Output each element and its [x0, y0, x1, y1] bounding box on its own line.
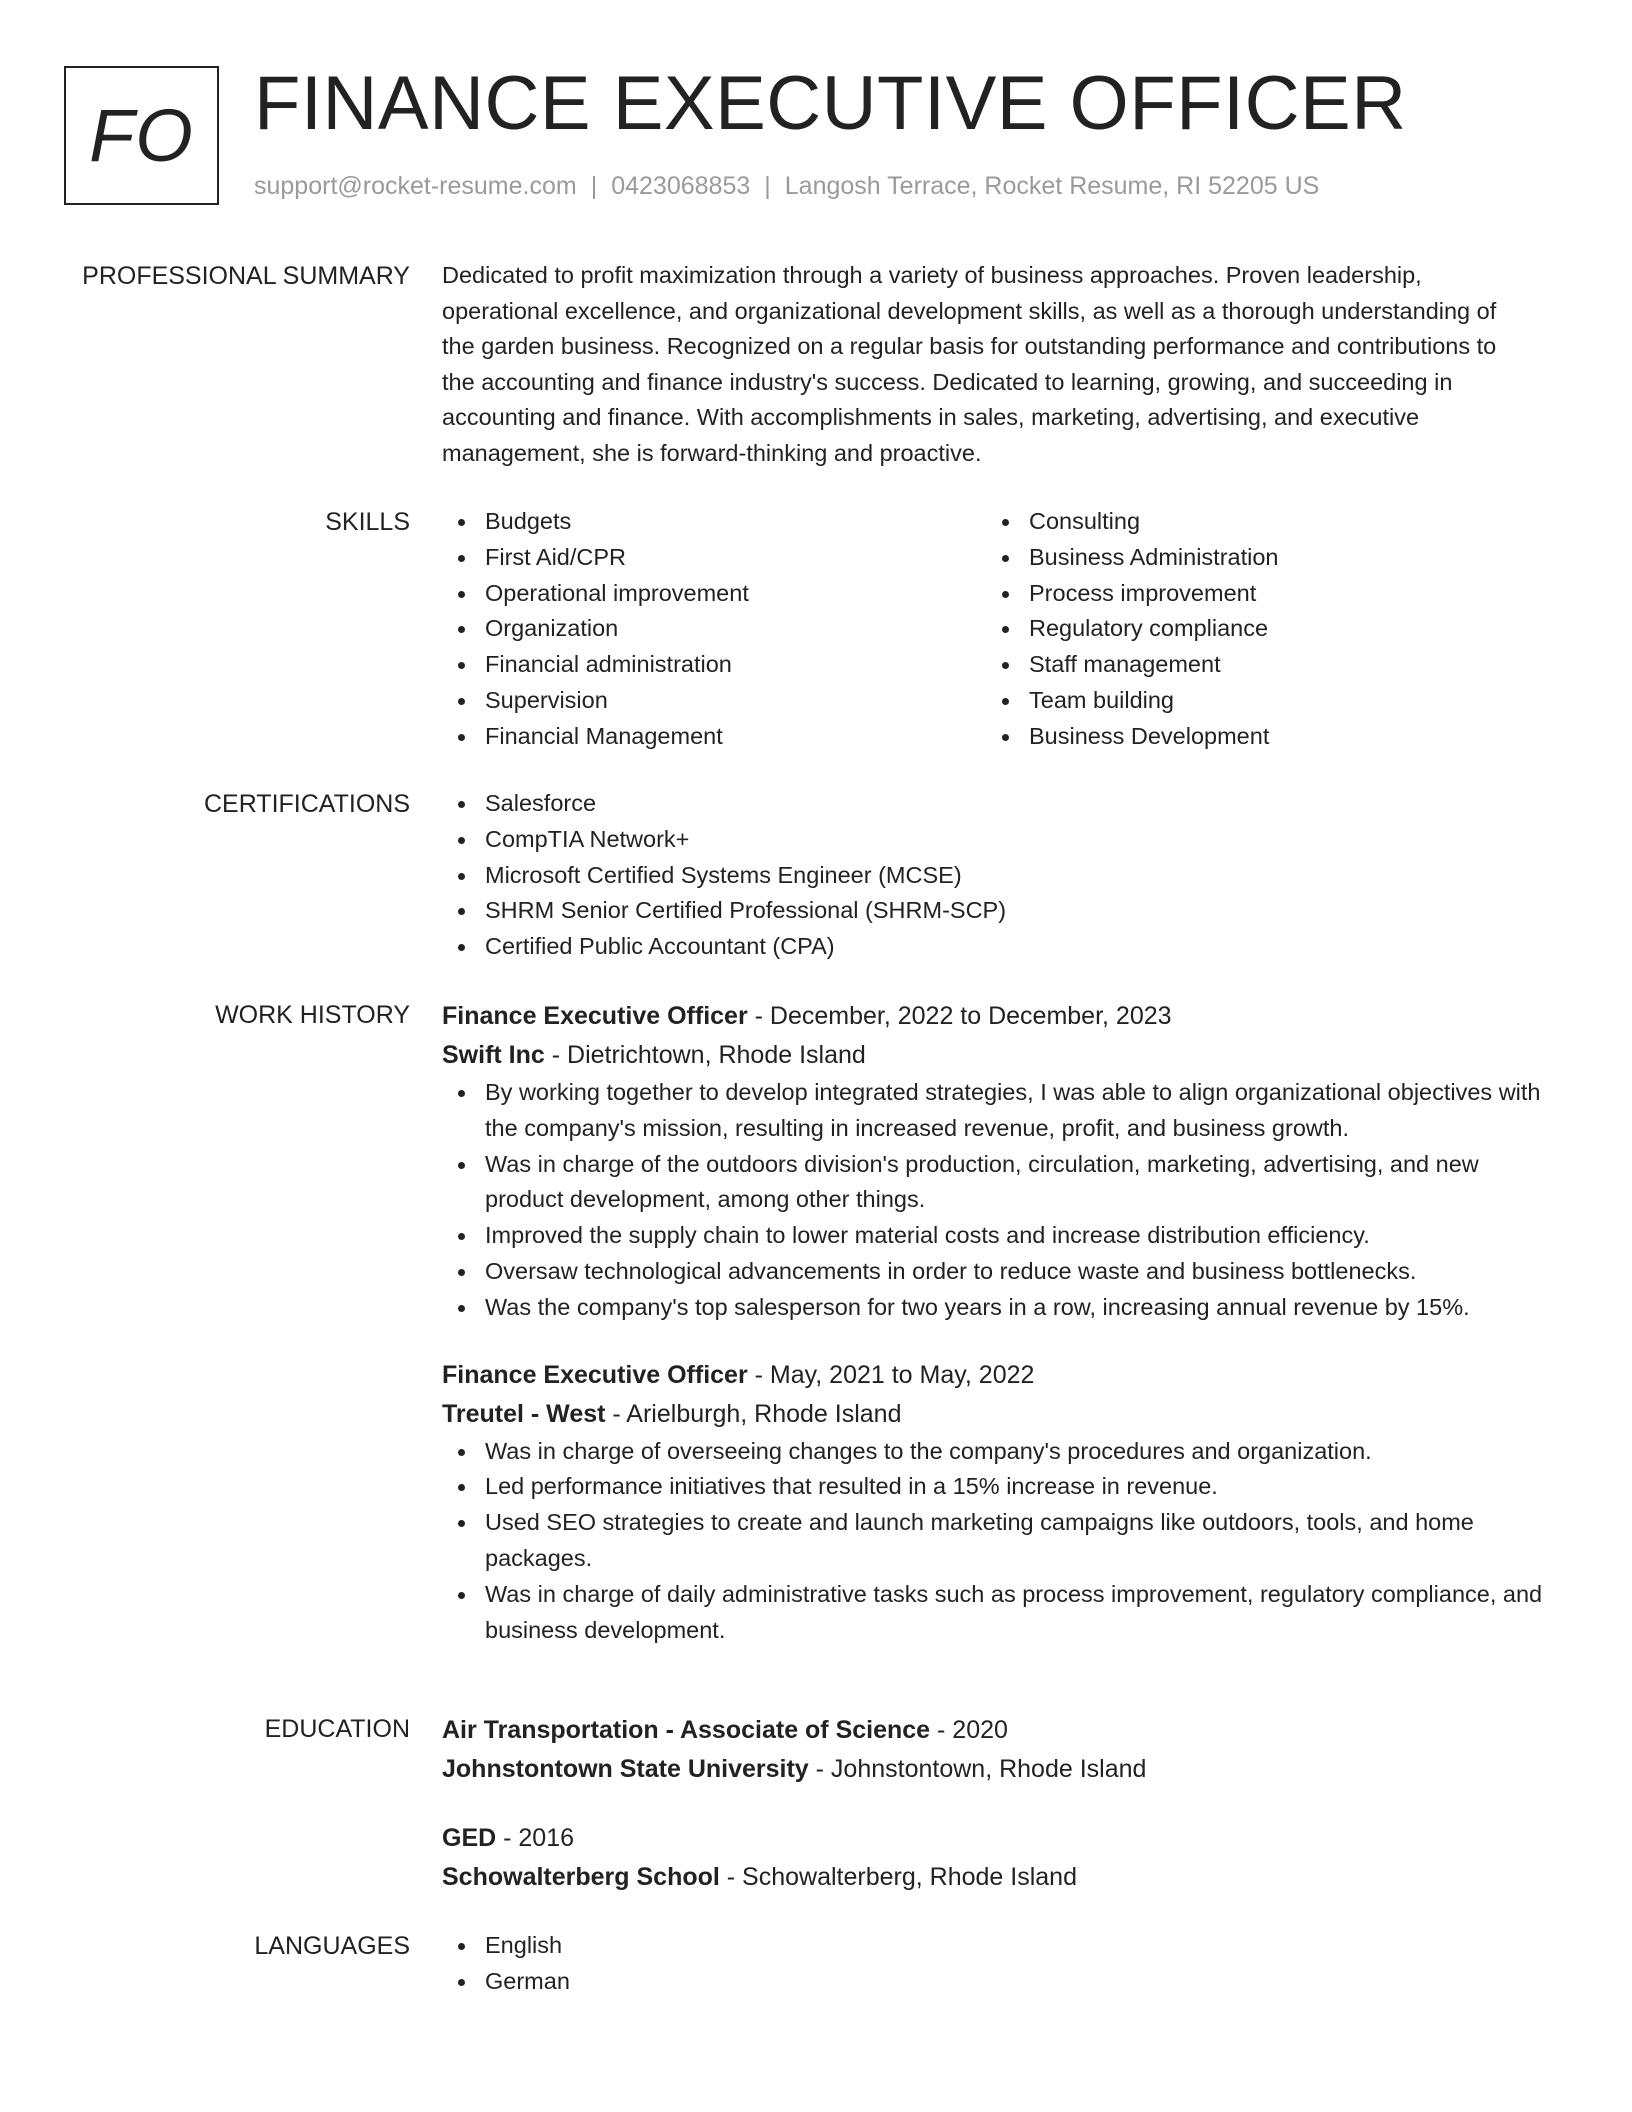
- job-bullet: Used SEO strategies to create and launch marketing campaigns like outdoors, tools, and home packages.: [442, 1505, 1562, 1577]
- skill-item: Regulatory compliance: [986, 611, 1278, 647]
- education-body: [442, 1711, 1562, 1897]
- job-role: Finance Executive Officer: [442, 1002, 748, 1030]
- education-school-line: [442, 1858, 1562, 1897]
- contact-separator: |: [764, 172, 771, 200]
- skill-item: Financial administration: [442, 647, 749, 683]
- job-entry: [442, 997, 1562, 1326]
- skill-item: Organization: [442, 611, 749, 647]
- education-year: - 2020: [930, 1716, 1008, 1744]
- job-bullet-list: [442, 1075, 1562, 1326]
- skills-body: [442, 504, 1562, 756]
- certification-item: Certified Public Accountant (CPA): [442, 929, 1562, 965]
- monogram-box: [64, 66, 219, 205]
- job-bullet: Improved the supply chain to lower material costs and increase distribution efficiency.: [442, 1218, 1562, 1254]
- certification-item: CompTIA Network+: [442, 822, 1562, 858]
- job-bullet: Led performance initiatives that resulted in a 15% increase in revenue.: [442, 1469, 1562, 1505]
- skill-item: Business Administration: [986, 540, 1278, 576]
- summary-line: accounting and finance. With accomplishments in sales, marketing, advertising, and executive: [442, 404, 1420, 431]
- skill-item: Budgets: [442, 504, 749, 540]
- summary-line: Dedicated to profit maximization through a variety of business approaches. Proven leadership,: [442, 262, 1422, 288]
- work-history-body: [442, 997, 1562, 1648]
- languages-body: [442, 1928, 1562, 2000]
- education-year: - 2016: [496, 1824, 575, 1852]
- monogram-initials: FO: [89, 94, 194, 177]
- summary-line: the garden business. Recognized on a regular basis for outstanding performance and contributions to: [442, 333, 1497, 360]
- skills-list-left: [442, 504, 749, 755]
- job-dates: - December, 2022 to December, 2023: [747, 1002, 1172, 1030]
- education-degree-line: [442, 1819, 1562, 1858]
- skill-item: Process improvement: [986, 576, 1278, 612]
- education-degree-line: [442, 1711, 1562, 1750]
- education-location: - Johnstontown, Rhode Island: [808, 1755, 1147, 1783]
- job-bullet: Was in charge of overseeing changes to the company's procedures and organization.: [442, 1434, 1562, 1470]
- candidate-name: FINANCE EXECUTIVE OFFICER: [254, 61, 1407, 146]
- summary-text: [442, 258, 1562, 472]
- job-bullet: Was in charge of the outdoors division's production, circulation, marketing, advertising, and new product development, among other things.: [442, 1147, 1562, 1219]
- certification-item: SHRM Senior Certified Professional (SHRM-SCP): [442, 893, 1562, 929]
- skill-item: First Aid/CPR: [442, 540, 749, 576]
- summary-line: management, she is forward-thinking and proactive.: [442, 439, 982, 466]
- skill-item: Business Development: [986, 719, 1278, 755]
- work-history-heading: WORK HISTORY: [215, 1001, 410, 1029]
- certifications-body: [442, 786, 1562, 965]
- contact-separator: |: [590, 172, 598, 200]
- job-bullet: Was in charge of daily administrative tasks such as process improvement, regulatory compliance, and business development.: [442, 1577, 1562, 1649]
- summary-line: the accounting and finance industry's success. Dedicated to learning, growing, and succeeding in: [442, 368, 1453, 395]
- education-location: - Schowalterberg, Rhode Island: [719, 1863, 1077, 1891]
- skill-item: Operational improvement: [442, 576, 749, 612]
- skill-item: Team building: [986, 683, 1278, 719]
- skill-item: Financial Management: [442, 719, 749, 755]
- education-degree: GED: [442, 1824, 497, 1852]
- certification-item: Salesforce: [442, 786, 1562, 822]
- certifications-heading: CERTIFICATIONS: [203, 790, 410, 818]
- job-bullet: By working together to develop integrated strategies, I was able to align organizational objectives with the company's mission, resulting in increased revenue, profit, and business growth.: [442, 1075, 1562, 1147]
- summary-line: operational excellence, and organizational development skills, as well as a thorough understanding of: [442, 297, 1497, 324]
- skill-item: Staff management: [986, 647, 1278, 683]
- education-entry: [442, 1819, 1562, 1897]
- job-company: Swift Inc: [442, 1041, 545, 1069]
- languages-list: [442, 1928, 1562, 2000]
- contact-email: support@rocket-resume.com: [254, 172, 577, 200]
- certification-item: Microsoft Certified Systems Engineer (MCSE): [442, 858, 1562, 894]
- job-location: - Arielburgh, Rhode Island: [605, 1399, 902, 1428]
- job-title-line: [442, 1356, 1562, 1395]
- job-title-line: [442, 997, 1562, 1036]
- education-school-line: [442, 1750, 1562, 1789]
- job-role: Finance Executive Officer: [442, 1360, 748, 1389]
- skills-list-right: [986, 504, 1278, 755]
- education-heading: EDUCATION: [264, 1715, 410, 1743]
- job-location: - Dietrichtown, Rhode Island: [544, 1041, 866, 1069]
- job-dates: - May, 2021 to May, 2022: [747, 1360, 1035, 1389]
- certifications-list: [442, 786, 1562, 965]
- skill-item: Consulting: [986, 504, 1278, 540]
- job-company-line: [442, 1395, 1562, 1434]
- education-school: Schowalterberg School: [442, 1863, 720, 1891]
- education-school: Johnstontown State University: [442, 1755, 809, 1783]
- job-company-line: [442, 1036, 1562, 1075]
- languages-heading: LANGUAGES: [254, 1932, 410, 1960]
- contact-address: Langosh Terrace, Rocket Resume, RI 52205 US: [784, 172, 1320, 200]
- contact-line: [254, 172, 1319, 201]
- education-entry: [442, 1711, 1562, 1789]
- job-bullet: Oversaw technological advancements in order to reduce waste and business bottlenecks.: [442, 1254, 1562, 1290]
- job-entry: [442, 1356, 1562, 1649]
- language-item: German: [442, 1964, 1562, 2000]
- skill-item: Supervision: [442, 683, 749, 719]
- job-company: Treutel - West: [442, 1399, 606, 1428]
- skills-heading: SKILLS: [325, 508, 410, 536]
- education-degree: Air Transportation - Associate of Science: [442, 1716, 931, 1744]
- job-bullet-list: [442, 1434, 1562, 1649]
- language-item: English: [442, 1928, 1562, 1964]
- job-bullet: Was the company's top salesperson for two years in a row, increasing annual revenue by 15%.: [442, 1290, 1562, 1326]
- summary-heading: PROFESSIONAL SUMMARY: [82, 262, 410, 290]
- contact-phone: 0423068853: [611, 172, 751, 200]
